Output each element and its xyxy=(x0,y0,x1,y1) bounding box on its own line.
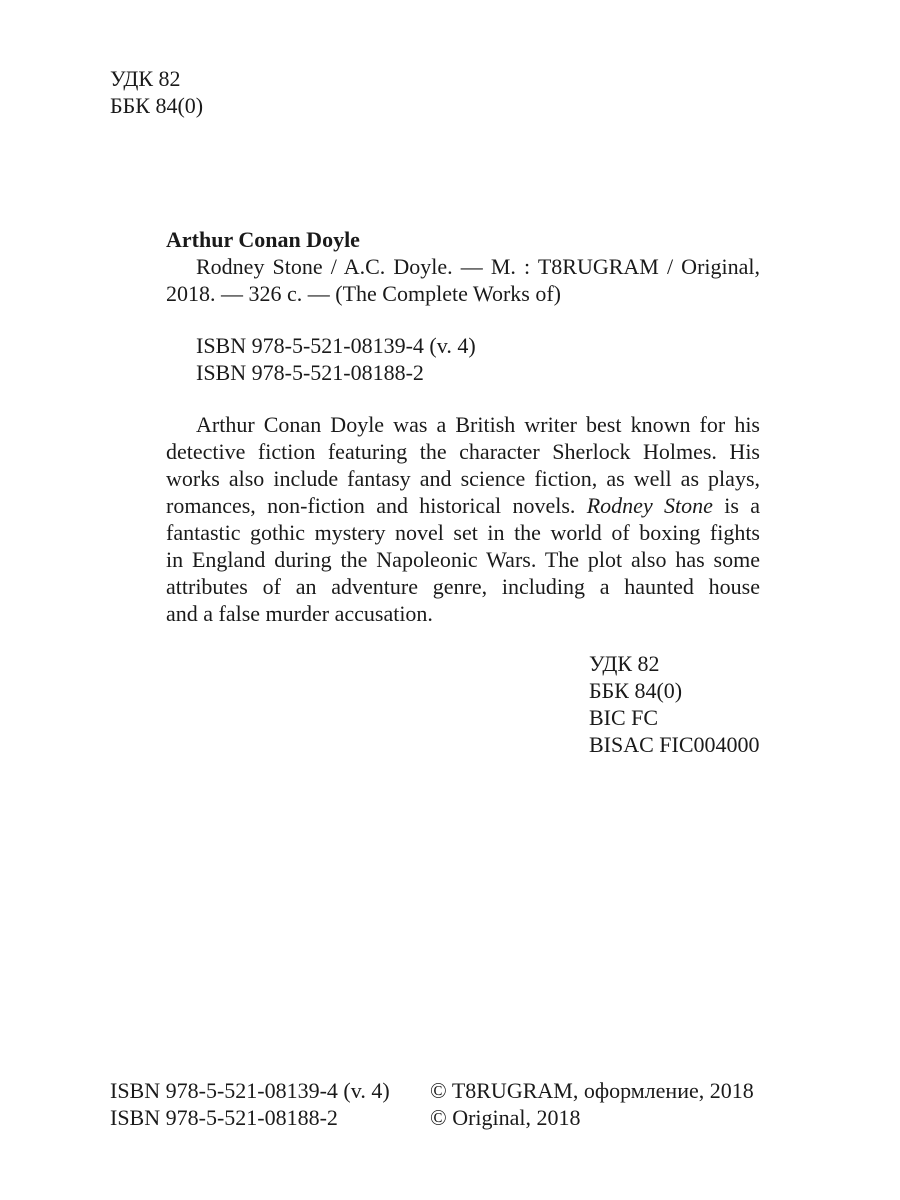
isbn-series: ISBN 978-5-521-08188-2 xyxy=(110,1105,338,1130)
annotation-line: and a false murder accusation. xyxy=(166,601,433,626)
author-name: Arthur Conan Doyle xyxy=(166,227,360,252)
copyright-design: © T8RUGRAM, оформление, 2018 xyxy=(430,1078,754,1103)
copyright-original: © Original, 2018 xyxy=(430,1105,581,1130)
annotation-line: fantastic gothic mystery novel set in the world of boxing fights xyxy=(166,520,760,545)
isbn-series: ISBN 978-5-521-08188-2 xyxy=(196,360,424,385)
bbk-code: ББК 84(0) xyxy=(110,93,204,118)
bbk-code: ББК 84(0) xyxy=(589,678,683,703)
isbn-volume: ISBN 978-5-521-08139-4 (v. 4) xyxy=(196,333,476,358)
book-title-italic: Rodney Stone xyxy=(586,493,713,518)
annotation-line: works also include fantasy and science fiction, as well as plays, xyxy=(166,466,760,491)
copyright-notices xyxy=(430,1077,754,1131)
udk-code: УДК 82 xyxy=(110,66,181,91)
bic-code: BIC FC xyxy=(589,705,659,730)
footer-isbn-list xyxy=(110,1077,390,1131)
isbn-list xyxy=(196,332,476,386)
bibliographic-description-line-1: Rodney Stone / A.C. Doyle. — M. : T8RUGRAM / Original, xyxy=(196,254,760,279)
bibliographic-record xyxy=(166,226,760,307)
top-classification-codes xyxy=(110,65,203,119)
udk-code: УДК 82 xyxy=(589,651,660,676)
annotation-line xyxy=(166,492,760,519)
annotation-line: in England during the Napoleonic Wars. The plot also has some xyxy=(166,547,760,572)
right-classification-codes xyxy=(589,650,760,758)
annotation-text: romances, non-fiction and historical novels. xyxy=(166,493,576,518)
annotation-text: is a xyxy=(724,493,760,518)
annotation-paragraph xyxy=(166,411,760,627)
bisac-code: BISAC FIC004000 xyxy=(589,732,760,757)
annotation-line: Arthur Conan Doyle was a British writer best known for his xyxy=(196,412,760,437)
annotation-line: detective fiction featuring the character Sherlock Holmes. His xyxy=(166,439,760,464)
annotation-line: attributes of an adventure genre, including a haunted house xyxy=(166,574,760,599)
bibliographic-description-line-2: 2018. — 326 c. — (The Complete Works of) xyxy=(166,281,561,306)
isbn-volume: ISBN 978-5-521-08139-4 (v. 4) xyxy=(110,1078,390,1103)
